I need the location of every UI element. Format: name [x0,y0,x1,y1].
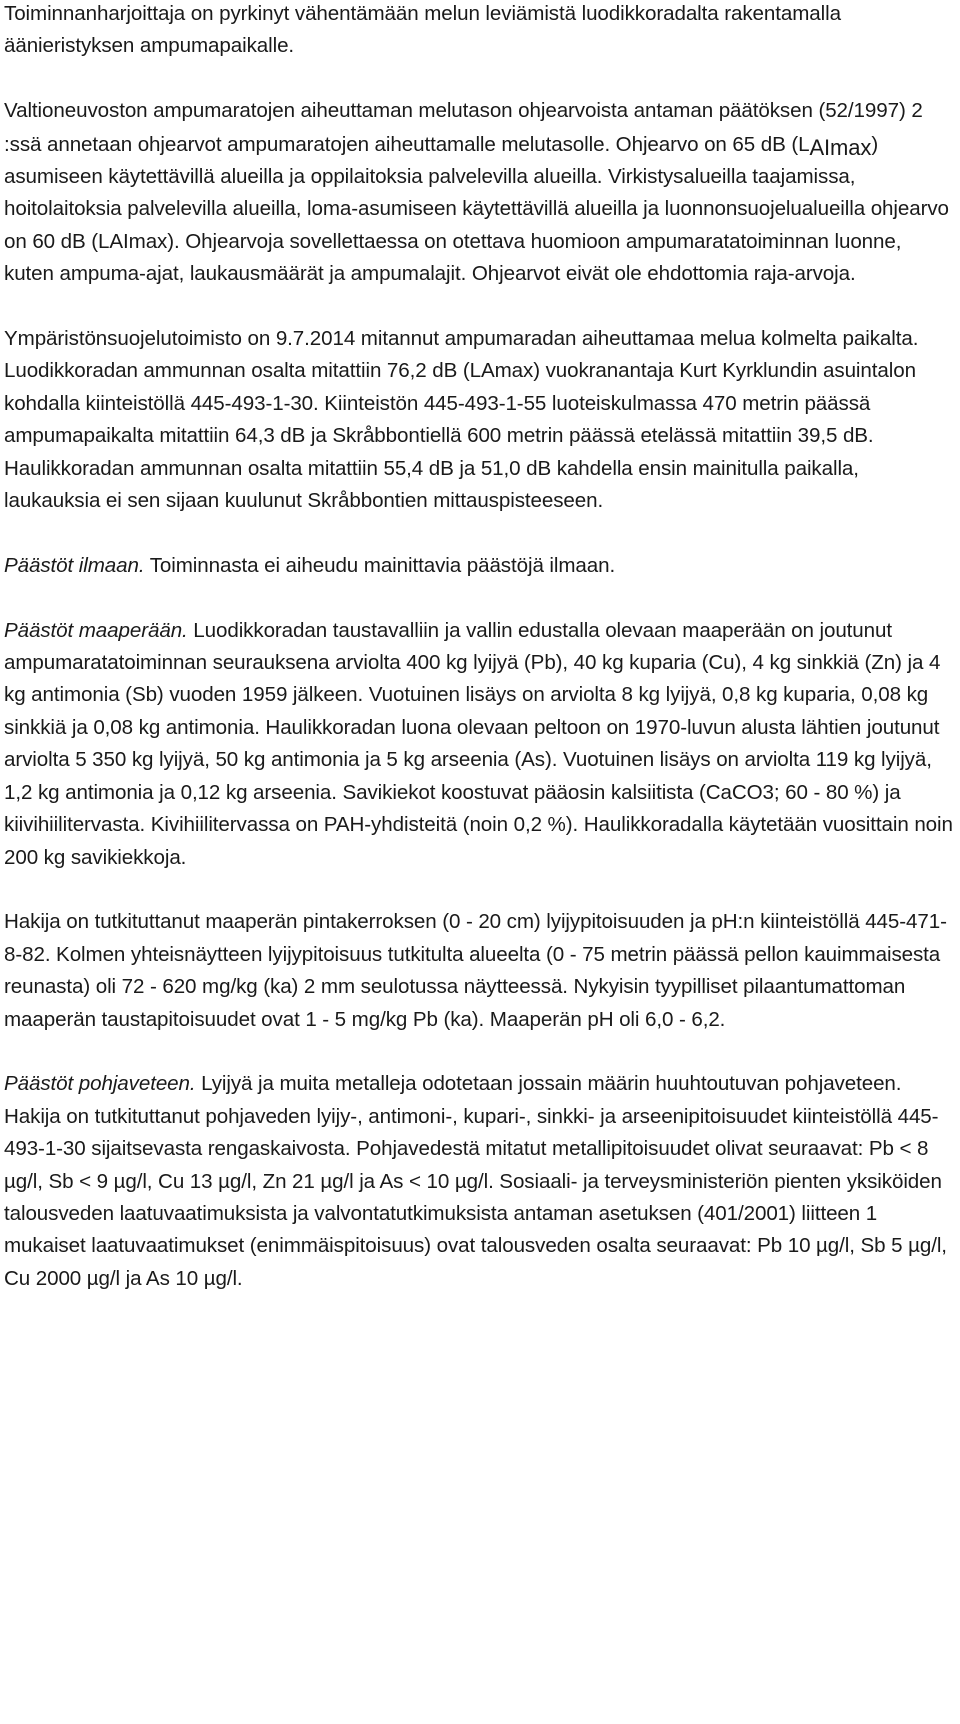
heading-soil-emissions: Päästöt maaperään. [4,618,188,642]
soil-emissions-text: Luodikkoradan taustavalliin ja vallin edustalla olevaan maaperään on joutunut ampumaratatoiminnan seurauksena arviolta 400 kg lyijyä (Pb), 40 kg kuparia (Cu), 4 kg sinkkiä (Zn) ja 4 kg antimonia (Sb) vuoden 1959 jälkeen. Vuotuinen lisäys on arviolta 8 kg lyijyä, 0,8 kg kuparia, 0,08 kg sinkkiä ja 0,08 kg antimonia. Haulikkoradan luona olevaan peltoon on 1970-luvun alusta lähtien joutunut arviolta 5 350 kg lyijyä, 50 kg antimonia ja 5 kg arseenia (As). Vuotuinen lisäys on arviolta 119 kg lyijyä, 1,2 kg antimonia ja 0,12 kg arseenia. Savikiekot koostuvat pääosin kalsiitista (CaCO3; 60 - 80 %) ja kiivihiilitervasta. Kivihiilitervassa on PAH-yhdisteitä (noin 0,2 %). Haulikkoradalla käytetään vuosittain noin 200 kg savikiekkoja. [4,618,953,869]
paragraph-noise-reduction: Toiminnanharjoittaja on pyrkinyt vähentämään melun leviämistä luodikkoradalta rakentamalla äänieristyksen ampumapaikalle. [4,2,841,58]
paragraph-air-emissions [4,550,954,582]
paragraph-noise-measurements: Ympäristönsuojelutoimisto on 9.7.2014 mitannut ampumaradan aiheuttamaa melua kolmelta paikalta. Luodikkoradan ammunnan osalta mitattiin 76,2 dB (LAmax) vuokranantaja Kurt Kyrklundin asuintalon kohdalla kiinteistöllä 445-493-1-30. Kiinteistön 445-493-1-55 luoteiskulmassa 470 metrin päässä ampumapaikalta mitattiin 64,3 dB ja Skråbbontiellä 600 metrin päässä etelässä mitattiin 39,5 dB. Haulikkoradan ammunnan osalta mitattiin 55,4 dB ja 51,0 dB kahdella ensin mainitulla paikalla, laukauksia ei sen sijaan kuulunut Skråbbontien mittauspisteeseen. [4,327,919,513]
groundwater-emissions-text: Lyijyä ja muita metalleja odotetaan jossain määrin huuhtoutuvan pohjaveteen. Hakija on tutkituttanut pohjaveden lyijy-, antimoni-, kupari-, sinkki- ja arseenipitoisuudet kiinteistöllä 445-493-1-30 sijaitsevasta rengaskaivosta. Pohjavedestä mitatut metallipitoisuudet olivat seuraavat: Pb < 8 µg/l, Sb < 9 µg/l, Cu 13 µg/l, Zn 21 µg/l ja As < 10 µg/l. Sosiaali- ja terveysministeriön pienten yksiköiden talousveden laatuvaatimuksista ja valvontatutkimuksista antaman asetuksen (401/2001) liitteen 1 mukaiset laatuvaatimukset (enimmäispitoisuus) ovat talousveden osalta seuraavat: Pb 10 µg/l, Sb 5 µg/l, Cu 2000 µg/l ja As 10 µg/l. [4,1072,947,1290]
heading-groundwater-emissions: Päästöt pohjaveteen. [4,1072,196,1096]
guideline-text-end: ) asumiseen käytettävillä alueilla ja oppilaitoksia palvelevilla alueilla. Virkistysalueilla taajamissa, hoitolaitoksia palvelevilla alueilla, loma-asumiseen käytettävillä alueilla ja luonnonsuojelualueilla ohjearvo on 60 dB (LAImax). Ohjearvoja sovellettaessa on otettava huomioon ampumaratatoiminnan luonne, kuten ampuma-ajat, laukausmäärät ja ampumalajit. Ohjearvot eivät ole ehdottomia raja-arvoja. [4,132,949,286]
paragraph-soil-emissions [4,615,954,874]
heading-air-emissions: Päästöt ilmaan. [4,553,145,577]
guideline-text-start: Valtioneuvoston ampumaratojen aiheuttaman melutason ohjearvoista antaman päätöksen (52/1997) 2 :ssä annetaan ohjearvot ampumaratojen aiheuttamalle melutasolle. Ohjearvo on 65 dB (L [4,99,923,156]
paragraph-soil-lead-study: Hakija on tutkituttanut maaperän pintakerroksen (0 - 20 cm) lyijypitoisuuden ja pH:n kiinteistöllä 445-471-8-82. Kolmen yhteisnäytteen lyijypitoisuus tutkitulta alueelta (0 - 75 metrin päässä pellon kauimmaisesta reunasta) oli 72 - 620 mg/kg (ka) 2 mm seulotussa näytteessä. Nykyisin tyypilliset pilaantumattoman maaperän taustapitoisuudet ovat 1 - 5 mg/kg Pb (ka). Maaperän pH oli 6,0 - 6,2. [4,910,947,1031]
document-page [4,0,954,1295]
paragraph-groundwater-emissions [4,1068,954,1295]
air-emissions-text: Toiminnasta ei aiheudu mainittavia päästöjä ilmaan. [144,553,616,577]
guideline-subscript: AImax [809,134,872,160]
paragraph-noise-guidelines [4,95,954,290]
